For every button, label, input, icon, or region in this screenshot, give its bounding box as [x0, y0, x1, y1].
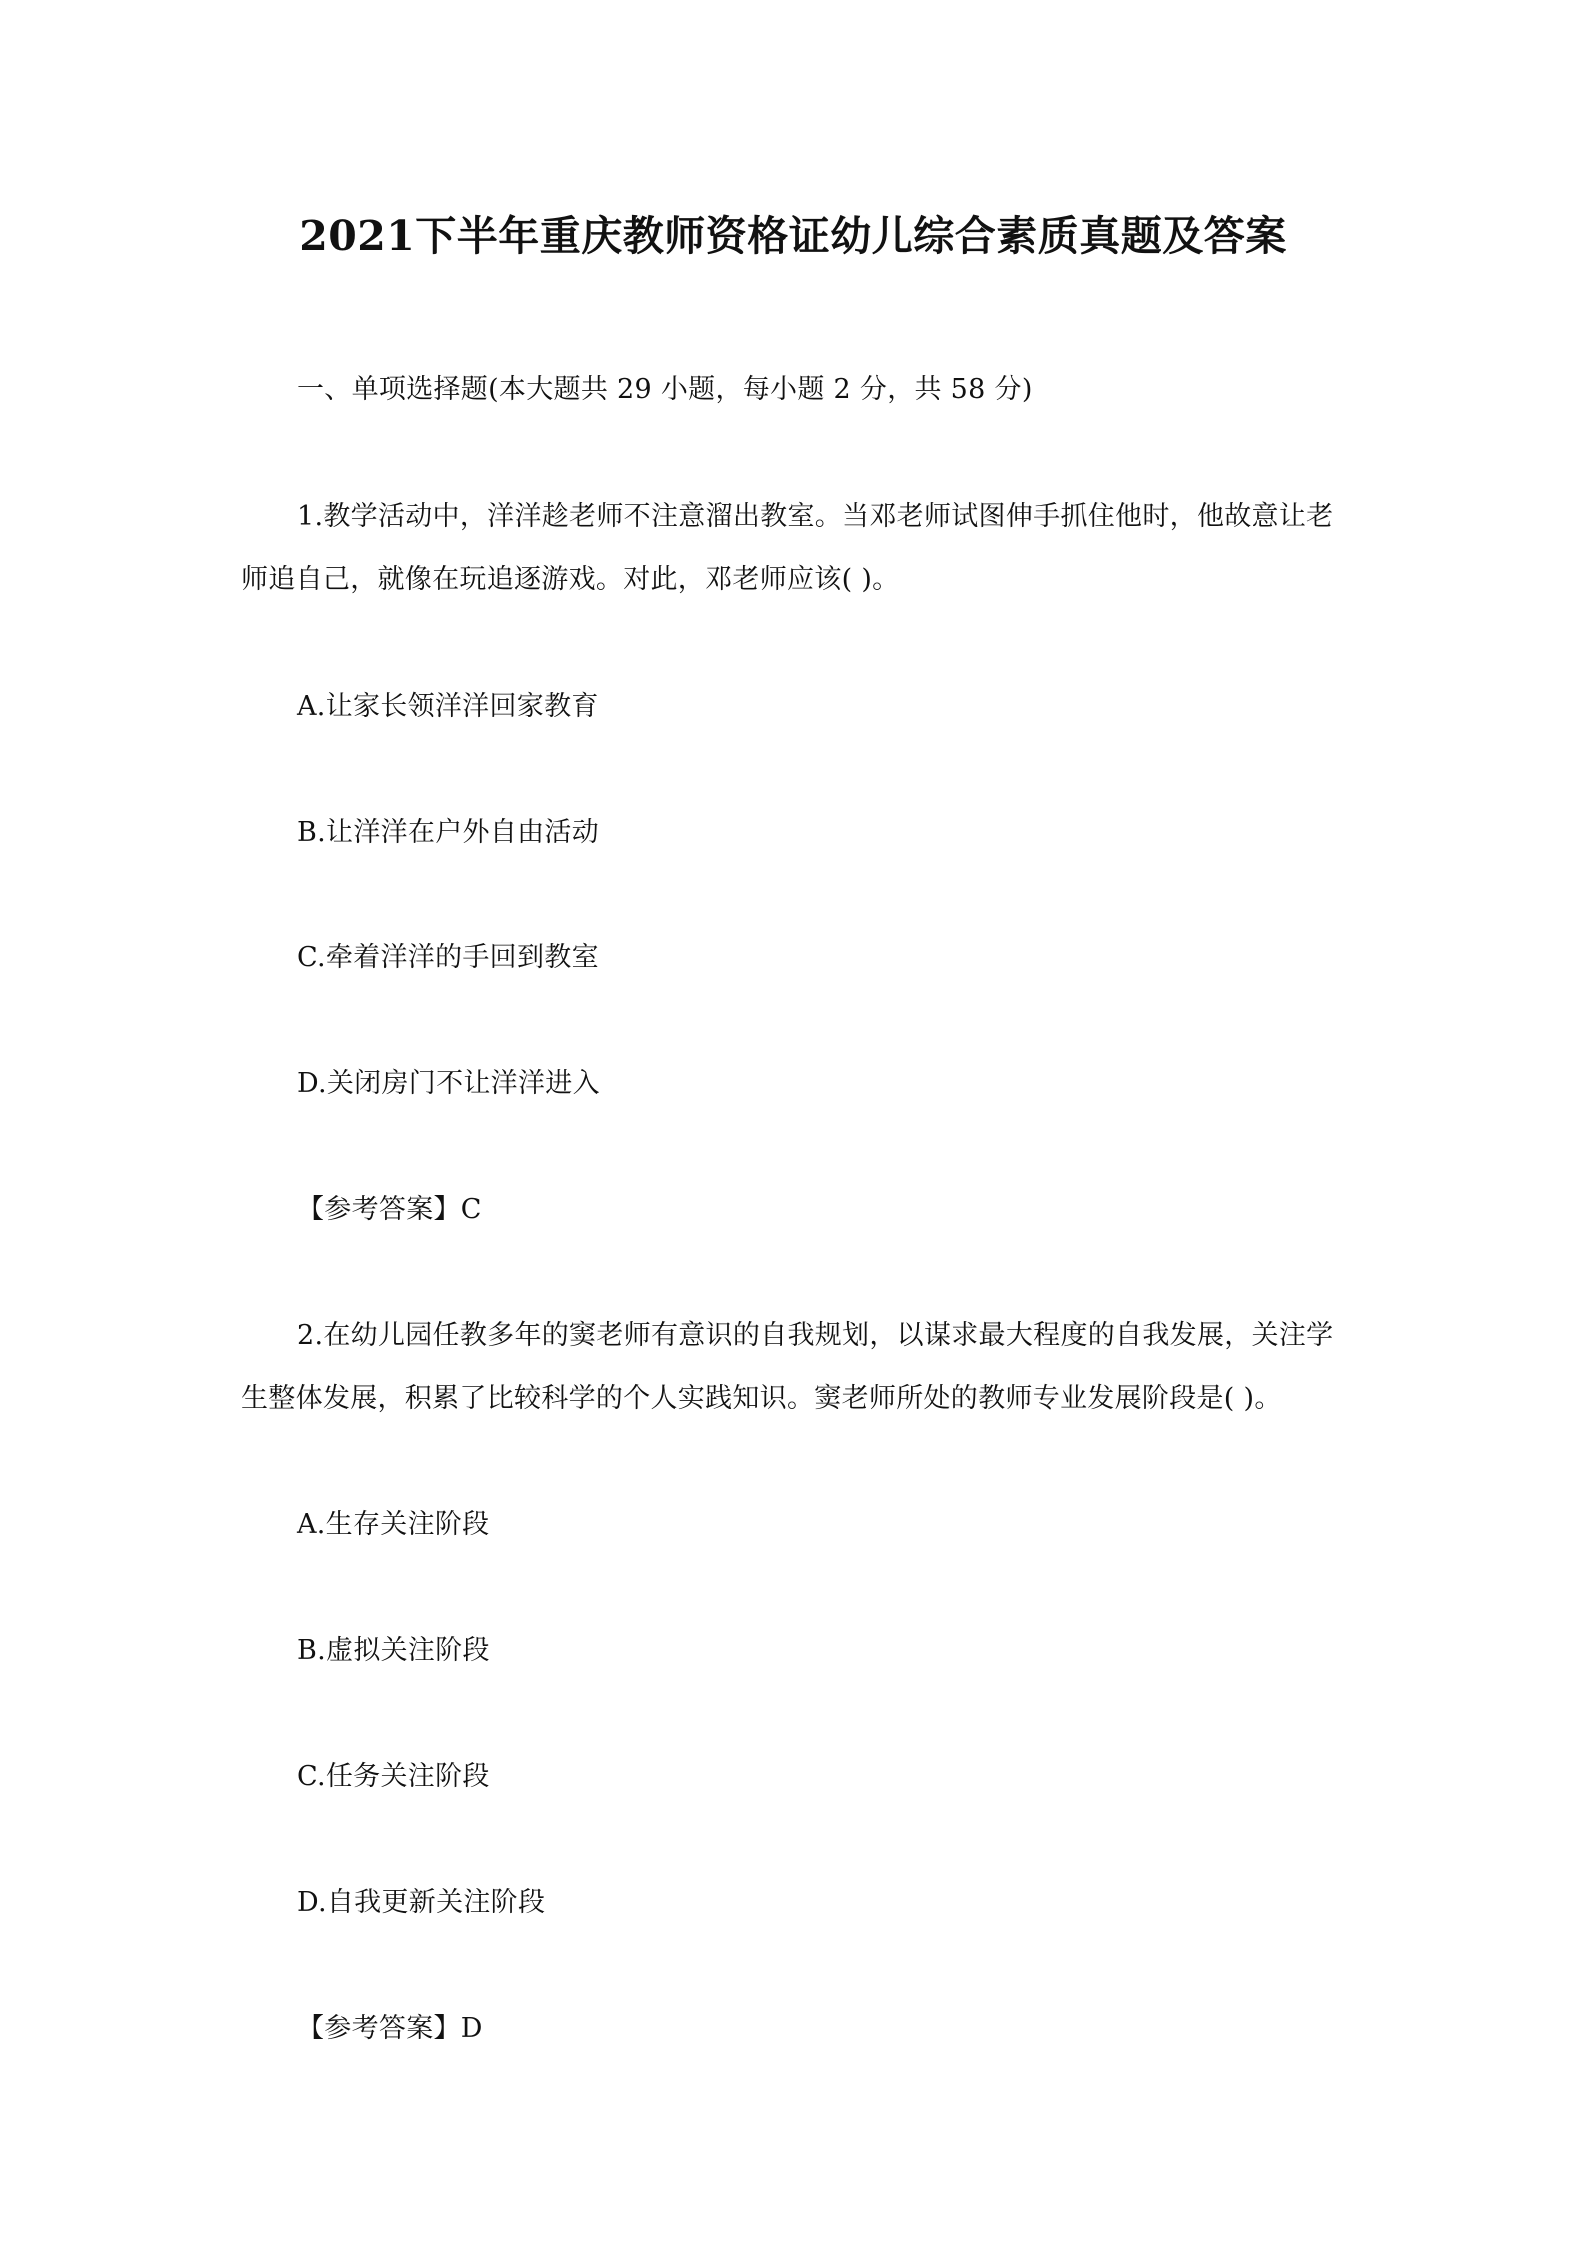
question-2-option-a: A.生存关注阶段: [297, 1509, 490, 1540]
section-heading: 一、单项选择题(本大题共 29 小题，每小题 2 分，共 58 分): [297, 374, 1033, 405]
question-2-stem-line-1: 2.在幼儿园任教多年的窦老师有意识的自我规划，以谋求最大程度的自我发展，关注学: [297, 1320, 1334, 1351]
question-1-answer: 【参考答案】C: [297, 1194, 482, 1225]
question-1-option-d: D.关闭房门不让洋洋进入: [297, 1068, 600, 1099]
question-2-stem-line-2: 生整体发展，积累了比较科学的个人实践知识。窦老师所处的教师专业发展阶段是( )。: [241, 1383, 1282, 1414]
question-2-option-c: C.任务关注阶段: [297, 1761, 490, 1792]
question-2-option-b: B.虚拟关注阶段: [297, 1635, 490, 1666]
question-1-option-b: B.让洋洋在户外自由活动: [297, 817, 600, 848]
question-1-stem-line-2: 师追自己，就像在玩追逐游戏。对此，邓老师应该( )。: [241, 564, 900, 595]
question-2-option-d: D.自我更新关注阶段: [297, 1887, 546, 1918]
question-2-answer: 【参考答案】D: [297, 2013, 483, 2044]
question-1-stem-line-1: 1.教学活动中，洋洋趁老师不注意溜出教室。当邓老师试图伸手抓住他时，他故意让老: [297, 501, 1334, 532]
question-1-option-a: A.让家长领洋洋回家教育: [297, 691, 599, 722]
question-1-option-c: C.牵着洋洋的手回到教室: [297, 942, 599, 973]
document-title: 2021下半年重庆教师资格证幼儿综合素质真题及答案: [299, 212, 1287, 260]
